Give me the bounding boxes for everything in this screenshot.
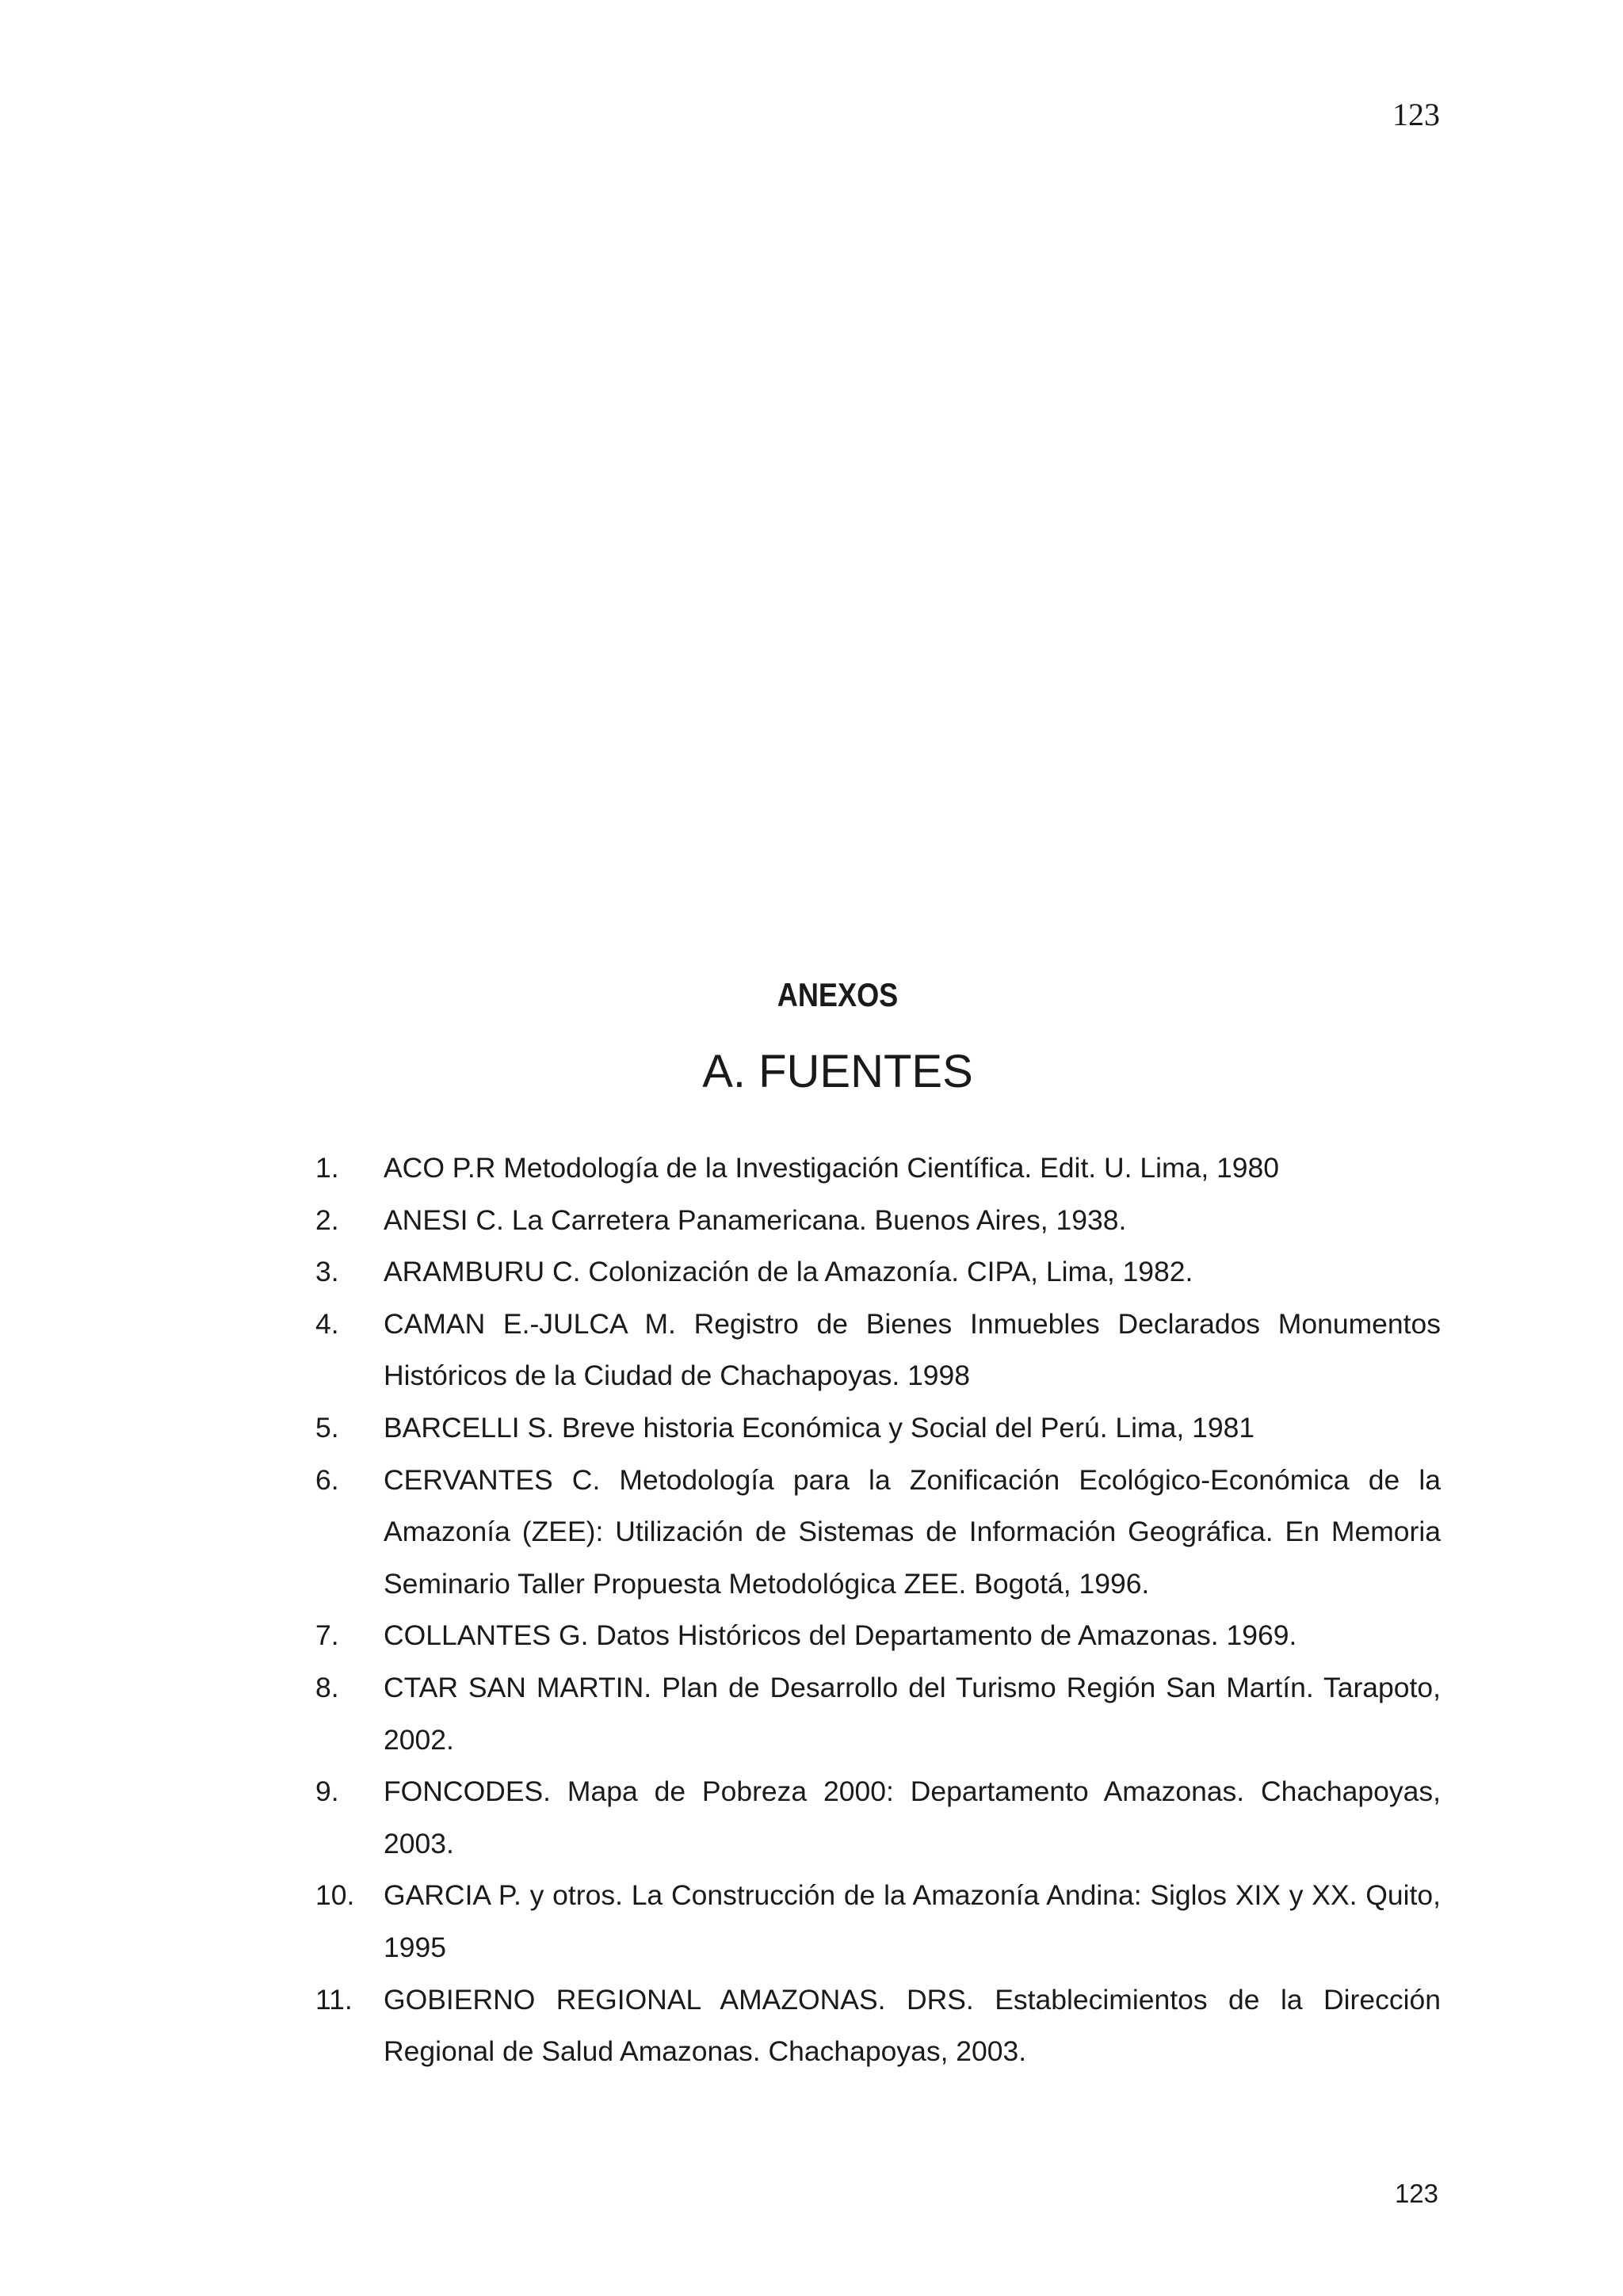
source-item xyxy=(315,1246,1441,1299)
source-item xyxy=(315,1402,1441,1455)
source-number: 9. xyxy=(315,1775,339,1808)
source-item xyxy=(315,1299,1441,1402)
source-item xyxy=(315,1870,1441,1974)
source-text: BARCELLI S. Breve historia Económica y Social del Perú. Lima, 1981 xyxy=(384,1411,1255,1444)
source-text: CTAR SAN MARTIN. Plan de Desarrollo del Turismo Región San Martín. Tarapoto, 2002. xyxy=(384,1671,1441,1756)
source-text: COLLANTES G. Datos Históricos del Departamento de Amazonas. 1969. xyxy=(384,1619,1297,1652)
source-item xyxy=(315,1974,1441,2078)
source-text: ANESI C. La Carretera Panamericana. Buenos Aires, 1938. xyxy=(384,1203,1127,1236)
source-item xyxy=(315,1142,1441,1195)
source-item xyxy=(315,1455,1441,1611)
section-title: A. FUENTES xyxy=(702,1046,973,1097)
source-item xyxy=(315,1610,1441,1662)
page-number-top: 123 xyxy=(1392,97,1440,132)
source-number: 2. xyxy=(315,1203,339,1236)
source-text: GOBIERNO REGIONAL AMAZONAS. DRS. Establecimientos de la Dirección Regional de Salud Amazonas. Chachapoyas, 2003. xyxy=(384,1983,1441,2068)
source-number: 1. xyxy=(315,1152,339,1184)
source-number: 10. xyxy=(315,1879,355,1912)
source-number: 11. xyxy=(315,1983,353,2016)
source-number: 7. xyxy=(315,1619,339,1652)
source-item xyxy=(315,1195,1441,1247)
source-text: FONCODES. Mapa de Pobreza 2000: Departamento Amazonas. Chachapoyas, 2003. xyxy=(384,1775,1441,1859)
source-number: 4. xyxy=(315,1307,339,1340)
source-text: ACO P.R Metodología de la Investigación Científica. Edit. U. Lima, 1980 xyxy=(384,1152,1280,1184)
source-number: 6. xyxy=(315,1463,339,1496)
annex-heading: ANEXOS xyxy=(777,976,899,1013)
source-text: GARCIA P. y otros. La Construcción de la Amazonía Andina: Siglos XIX y XX. Quito, 1995 xyxy=(384,1879,1441,1963)
source-item xyxy=(315,1766,1441,1870)
source-text: ARAMBURU C. Colonización de la Amazonía. CIPA, Lima, 1982. xyxy=(384,1256,1193,1288)
source-number: 3. xyxy=(315,1256,339,1288)
source-item xyxy=(315,1662,1441,1766)
source-number: 8. xyxy=(315,1671,339,1703)
source-text: CAMAN E.-JULCA M. Registro de Bienes Inmuebles Declarados Monumentos Históricos de la Ciudad de Chachapoyas. 1998 xyxy=(384,1307,1441,1392)
source-number: 5. xyxy=(315,1411,339,1444)
source-text: CERVANTES C. Metodología para la Zonificación Ecológico-Económica de la Amazonía (ZEE): Utilización de Sistemas de Información Geográfica. En Memoria Seminario Taller Propuesta Metodológica ZEE. Bogotá, 1996. xyxy=(384,1463,1441,1600)
page-number-bottom: 123 xyxy=(1394,2179,1438,2208)
sources-list xyxy=(315,1142,1441,2078)
